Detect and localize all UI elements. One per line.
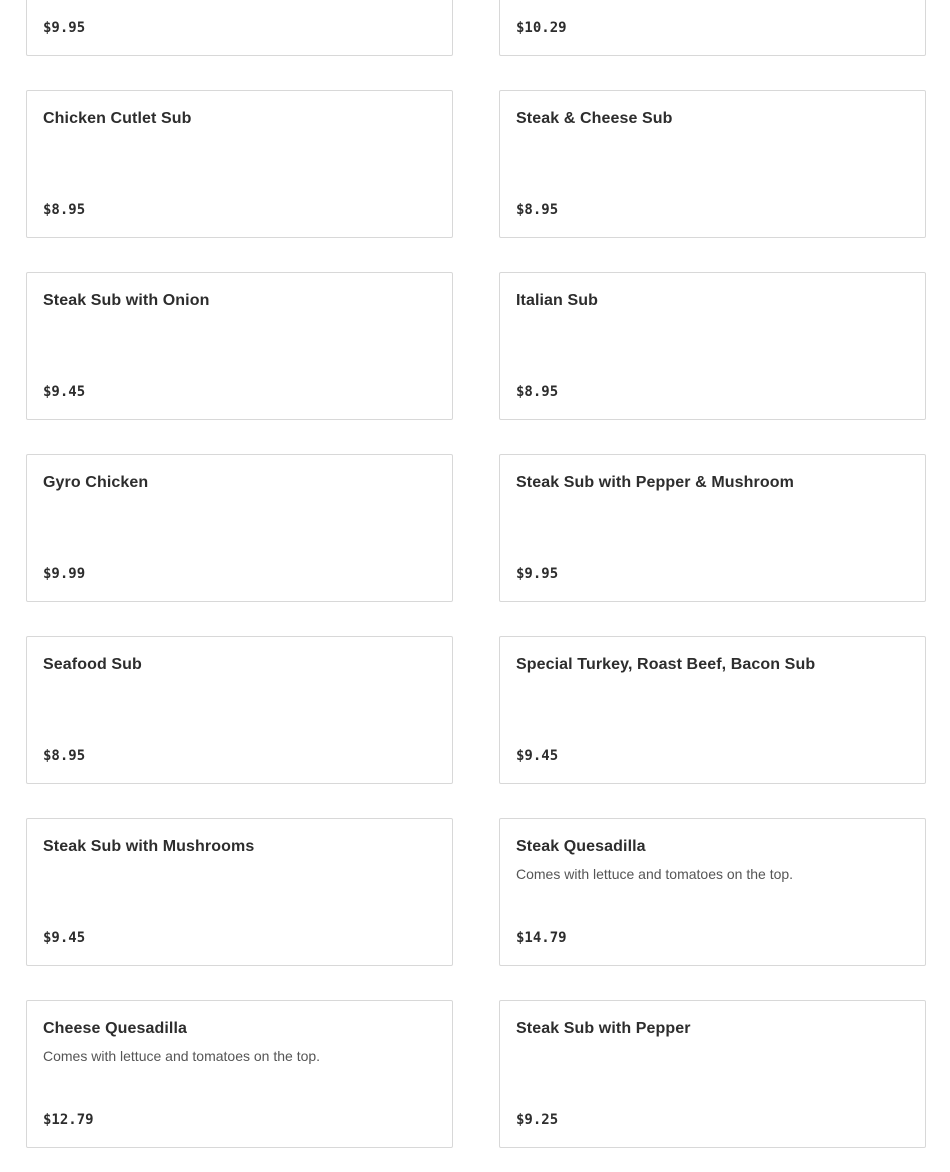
menu-item-name: Steak Sub with Mushrooms <box>43 838 255 855</box>
menu-item-price: $9.25 <box>516 1112 559 1128</box>
menu-item-price: $8.95 <box>516 202 559 218</box>
menu-item-price: $8.95 <box>43 202 86 218</box>
menu-item-card[interactable] <box>499 454 926 602</box>
menu-item-name: Steak Quesadilla <box>516 838 646 855</box>
menu-item-price: $8.95 <box>43 748 86 764</box>
menu-item-description: Comes with lettuce and tomatoes on the top. <box>43 1048 321 1064</box>
menu-item-card[interactable] <box>499 90 926 238</box>
menu-item-name: Chicken Cutlet Sub <box>43 110 192 127</box>
menu-item-card[interactable] <box>499 636 926 784</box>
menu-item-name: Steak Sub with Onion <box>43 292 210 309</box>
menu-item-description: Comes with lettuce and tomatoes on the top. <box>516 866 794 882</box>
menu-item-card[interactable] <box>26 90 453 238</box>
menu-item-name: Gyro Chicken <box>43 474 149 491</box>
menu-item-price: $9.95 <box>43 20 86 36</box>
menu-item-card[interactable] <box>499 0 926 56</box>
menu-item-name: Steak Sub with Pepper <box>516 1020 691 1037</box>
menu-item-card[interactable] <box>26 0 453 56</box>
menu-item-price: $9.45 <box>43 930 86 946</box>
menu-item-card[interactable] <box>499 1000 926 1148</box>
menu-item-card[interactable] <box>26 636 453 784</box>
menu-item-name: Cheese Quesadilla <box>43 1020 187 1037</box>
menu-item-name: Seafood Sub <box>43 656 142 673</box>
menu-item-price: $8.95 <box>516 384 559 400</box>
menu-item-name: Steak & Cheese Sub <box>516 110 673 127</box>
menu-item-price: $9.45 <box>43 384 86 400</box>
menu-item-card[interactable] <box>26 454 453 602</box>
menu-item-card[interactable] <box>26 1000 453 1148</box>
menu-item-price: $9.45 <box>516 748 559 764</box>
menu-item-name: Special Turkey, Roast Beef, Bacon Sub <box>516 656 816 673</box>
menu-item-price: $14.79 <box>516 930 567 946</box>
menu-item-price: $12.79 <box>43 1112 94 1128</box>
menu-item-price: $9.95 <box>516 566 559 582</box>
menu-item-card[interactable] <box>499 818 926 966</box>
menu-item-card[interactable] <box>26 272 453 420</box>
menu-item-name: Italian Sub <box>516 292 598 309</box>
menu-item-price: $9.99 <box>43 566 86 582</box>
menu-item-name: Steak Sub with Pepper & Mushroom <box>516 474 794 491</box>
menu-item-card[interactable] <box>499 272 926 420</box>
menu-item-card[interactable] <box>26 818 453 966</box>
menu-item-price: $10.29 <box>516 20 567 36</box>
